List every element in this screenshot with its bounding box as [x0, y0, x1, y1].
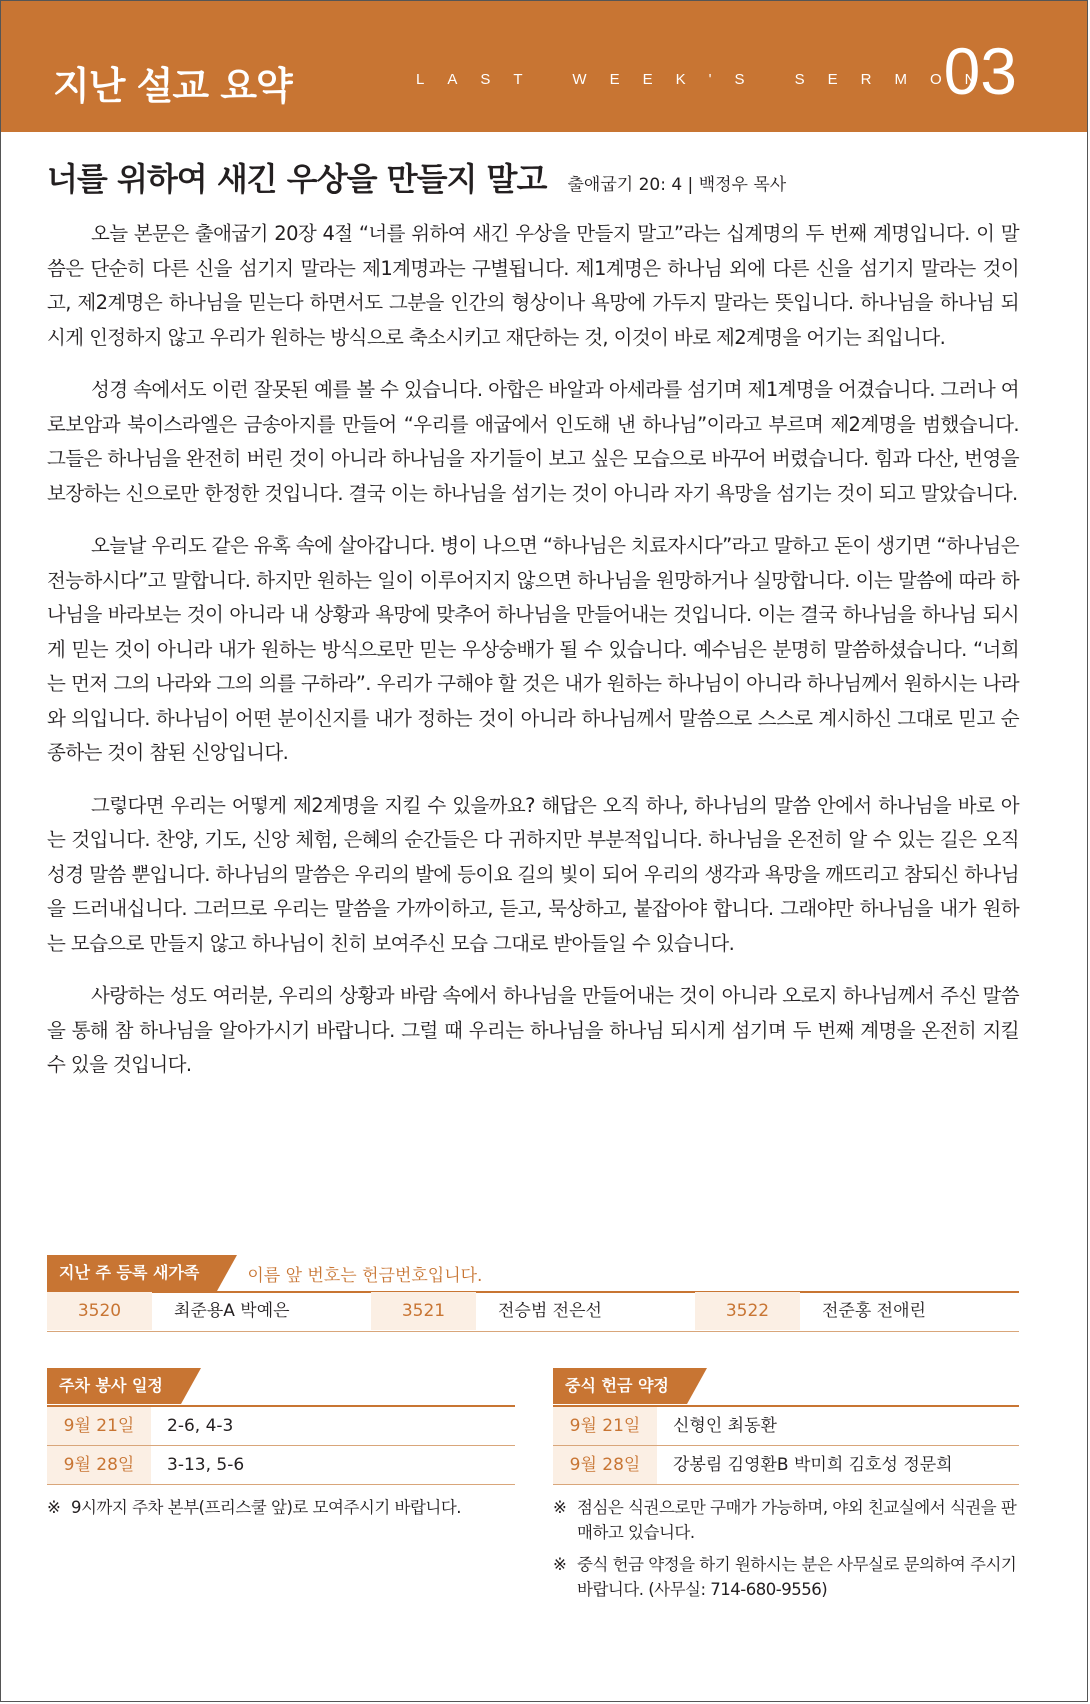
parking-label: 주차 봉사 일정 — [47, 1368, 181, 1404]
sermon-paragraph: 사랑하는 성도 여러분, 우리의 상황과 바람 속에서 하나님을 만들어내는 것이 아니라 오로지 하나님께서 주신 말씀을 통해 참 하나님을 알아가시기 바랍니다. 그럴 때 우리는 하나님을 하나님 되시게 섬기며 두 번째 계명을 온전히 지킬 수 있을 것입니다. — [47, 984, 1019, 1076]
new-families-label: 지난 주 등록 새가족 — [47, 1255, 217, 1291]
family-names: 최준용A 박예은 — [174, 1301, 290, 1321]
sermon-heading — [47, 154, 786, 200]
lunch-header — [553, 1368, 687, 1404]
new-families-table — [47, 1292, 1019, 1330]
new-families-header — [47, 1255, 482, 1291]
offering-number: 3520 — [47, 1292, 152, 1330]
schedule-value: 3-13, 5-6 — [167, 1455, 245, 1475]
note-item — [47, 1495, 517, 1520]
family-entry — [695, 1292, 1019, 1330]
lunch-notes — [553, 1495, 1021, 1609]
note-mark: ※ — [47, 1498, 61, 1517]
sermon-paragraph: 오늘 본문은 출애굽기 20장 4절 “너를 위하여 새긴 우상을 만들지 말고”라는 십계명의 두 번째 계명입니다. 이 말씀은 단순히 다른 신을 섬기지 말라는 제1계명과는 구별됩니다. 제1계명은 하나님 외에 다른 신을 섬기지 말라는 것이고, 제2계명은 하나님을 믿는다 하면서도 그분을 인간의 형상이나 욕망에 가두지 말라는 뜻입니다. 하나님을 하나님 되시게 인정하지 않고 우리가 원하는 방식으로 축소시키고 재단하는 것, 이것이 바로 제2계명을 어기는 죄입니다. — [47, 222, 1019, 349]
schedule-row — [47, 1407, 515, 1446]
schedule-value: 2-6, 4-3 — [167, 1416, 234, 1436]
parking-header — [47, 1368, 181, 1404]
page-number: 03 — [943, 34, 1017, 108]
schedule-row — [47, 1446, 515, 1485]
schedule-value: 신형인 최동환 — [673, 1416, 777, 1436]
offering-number: 3522 — [695, 1292, 800, 1330]
sermon-reference: 출애굽기 20: 4 | 백정우 목사 — [567, 175, 787, 195]
schedule-row — [553, 1407, 1019, 1446]
sermon-title: 너를 위하여 새긴 우상을 만들지 말고 — [47, 160, 547, 198]
note-item — [553, 1495, 1021, 1545]
section-title: 지난 설교 요약 — [53, 64, 292, 108]
sermon-body — [47, 217, 1019, 1101]
lunch-label: 중식 헌금 약정 — [553, 1368, 687, 1404]
note-text: 9시까지 주차 본부(프리스쿨 앞)로 모여주시기 바랍니다. — [71, 1498, 461, 1517]
schedule-date: 9월 28일 — [553, 1446, 657, 1484]
sermon-paragraph: 그렇다면 우리는 어떻게 제2계명을 지킬 수 있을까요? 해답은 오직 하나, 하나님의 말씀 안에서 하나님을 바로 아는 것입니다. 찬양, 기도, 신앙 체험, 은혜의 순간들은 다 귀하지만 부분적입니다. 하나님을 온전히 알 수 있는 길은 오직 성경 말씀 뿐입니다. 하나님의 말씀은 우리의 발에 등이요 길의 빛이 되어 우리의 생각과 욕망을 깨뜨리고 참되신 하나님을 드러내십니다. 그러므로 우리는 말씀을 가까이하고, 듣고, 묵상하고, 붙잡아야 합니다. 그래야만 하나님을 내가 원하는 모습으로 만들지 않고 하나님이 친히 보여주신 모습 그대로 받아들일 수 있습니다. — [47, 793, 1019, 955]
note-mark: ※ — [553, 1498, 567, 1517]
note-item — [553, 1552, 1021, 1602]
section-subtitle: LAST WEEK'S SERMON — [416, 71, 999, 88]
sermon-paragraph: 오늘날 우리도 같은 유혹 속에 살아갑니다. 병이 나으면 “하나님은 치료자시다”라고 말하고 돈이 생기면 “하나님은 전능하시다”고 말합니다. 하지만 원하는 일이 이루어지지 않으면 하나님을 원망하거나 실망합니다. 이는 말씀에 따라 하나님을 바라보는 것이 아니라 내 상황과 욕망에 맞추어 하나님을 만들어내는 것입니다. 이는 결국 하나님을 하나님 되시게 믿는 것이 아니라 내가 원하는 방식으로만 믿는 우상숭배가 될 수 있습니다. 예수님은 분명히 말씀하셨습니다. “너희는 먼저 그의 나라와 그의 의를 구하라”. 우리가 구해야 할 것은 내가 원하는 하나님이 아니라 하나님께서 원하시는 나라와 의입니다. 하나님이 어떤 분이신지를 내가 정하는 것이 아니라 하나님께서 말씀으로 스스로 계시하신 그대로 믿고 순종하는 것이 참된 신앙입니다. — [47, 534, 1019, 764]
new-families-note: 이름 앞 번호는 헌금번호입니다. — [247, 1265, 483, 1286]
family-names: 전승범 전은선 — [498, 1301, 602, 1321]
schedule-value: 강봉림 김영환B 박미희 김호성 정문희 — [673, 1455, 953, 1475]
family-entry — [371, 1292, 695, 1330]
family-entry — [47, 1292, 371, 1330]
note-text: 점심은 식권으로만 구매가 가능하며, 야외 친교실에서 식권을 판매하고 있습니다. — [577, 1498, 1017, 1542]
note-mark: ※ — [553, 1555, 567, 1574]
divider — [47, 1331, 1019, 1332]
schedule-date: 9월 21일 — [553, 1407, 657, 1445]
note-text: 중식 헌금 약정을 하기 원하시는 분은 사무실로 문의하여 주시기 바랍니다. (사무실: 714-680-9556) — [577, 1555, 1017, 1599]
parking-schedule — [47, 1407, 515, 1485]
offering-number: 3521 — [371, 1292, 476, 1330]
schedule-date: 9월 21일 — [47, 1407, 151, 1445]
schedule-row — [553, 1446, 1019, 1485]
page-header — [1, 1, 1087, 132]
lunch-schedule — [553, 1407, 1019, 1485]
sermon-paragraph: 성경 속에서도 이런 잘못된 예를 볼 수 있습니다. 아합은 바알과 아세라를 섬기며 제1계명을 어겼습니다. 그러나 여로보암과 북이스라엘은 금송아지를 만들어 “우리를 애굽에서 인도해 낸 하나님”이라고 부르며 제2계명을 범했습니다. 그들은 하나님을 완전히 버린 것이 아니라 하나님을 자기들이 보고 싶은 모습으로 바꾸어 버렸습니다. 힘과 다산, 번영을 보장하는 신으로만 한정한 것입니다. 결국 이는 하나님을 섬기는 것이 아니라 자기 욕망을 섬기는 것이 되고 말았습니다. — [47, 378, 1019, 505]
parking-note — [47, 1495, 517, 1527]
schedule-date: 9월 28일 — [47, 1446, 151, 1484]
family-names: 전준홍 전애린 — [822, 1301, 926, 1321]
